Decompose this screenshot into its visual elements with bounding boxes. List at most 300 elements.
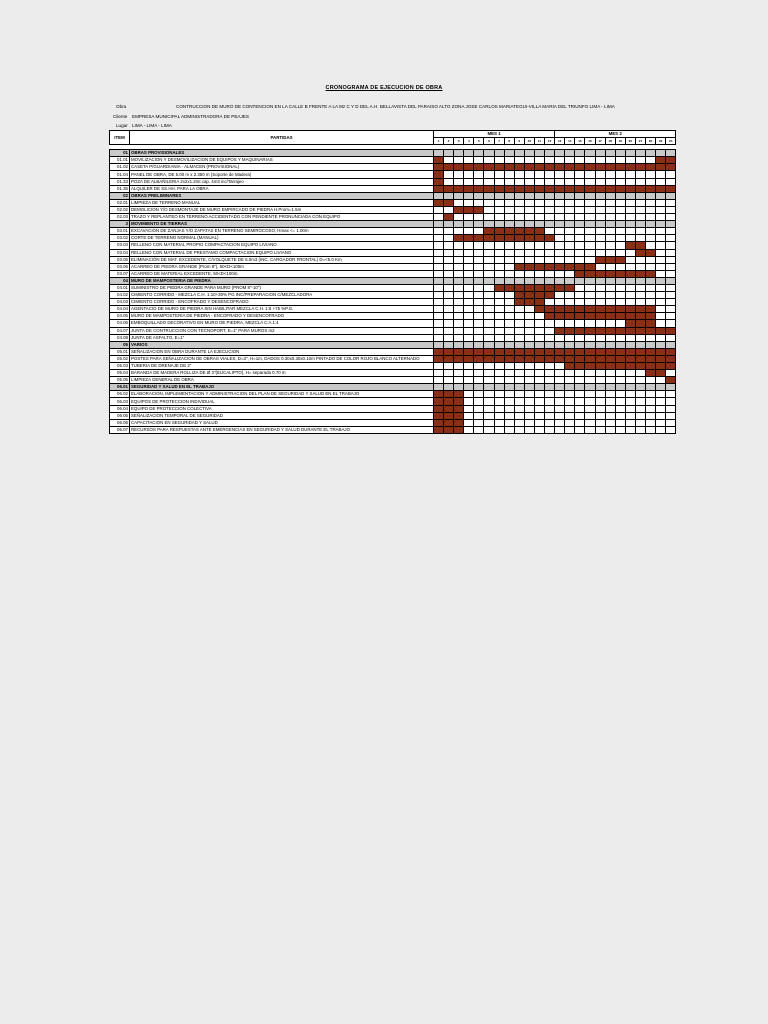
gantt-cell	[595, 263, 605, 270]
gantt-cell	[464, 171, 474, 178]
gantt-cell	[434, 228, 444, 235]
gantt-bar-cell	[585, 263, 595, 270]
gantt-bar-cell	[585, 348, 595, 355]
gantt-cell	[605, 263, 615, 270]
gantt-cell	[645, 419, 655, 426]
gantt-cell	[534, 256, 544, 263]
gantt-bar-cell	[545, 185, 555, 192]
gantt-cell	[666, 242, 676, 249]
gantt-cell	[585, 391, 595, 398]
gantt-cell	[534, 277, 544, 284]
gantt-cell	[444, 235, 454, 242]
gantt-bar-cell	[534, 263, 544, 270]
gantt-cell	[474, 306, 484, 313]
gantt-cell	[585, 419, 595, 426]
gantt-cell	[464, 405, 474, 412]
item-description: OBRAS PRELIMINARES	[130, 192, 434, 199]
gantt-cell	[595, 334, 605, 341]
gantt-bar-cell	[504, 185, 514, 192]
table-row	[110, 206, 676, 213]
gantt-bar-cell	[524, 164, 534, 171]
gantt-cell	[605, 242, 615, 249]
gantt-cell	[645, 284, 655, 291]
gantt-bar-cell	[635, 363, 645, 370]
gantt-cell	[666, 320, 676, 327]
item-code: 01	[110, 150, 130, 157]
gantt-bar-cell	[545, 292, 555, 299]
gantt-cell	[565, 341, 575, 348]
gantt-cell	[635, 412, 645, 419]
gantt-cell	[555, 299, 565, 306]
gantt-cell	[434, 334, 444, 341]
gantt-cell	[534, 192, 544, 199]
gantt-cell	[545, 341, 555, 348]
gantt-cell	[545, 412, 555, 419]
gantt-cell	[484, 206, 494, 213]
gantt-cell	[534, 206, 544, 213]
gantt-cell	[635, 292, 645, 299]
gantt-cell	[635, 199, 645, 206]
gantt-cell	[585, 157, 595, 164]
gantt-bar-cell	[605, 313, 615, 320]
gantt-cell	[605, 249, 615, 256]
gantt-cell	[585, 206, 595, 213]
gantt-cell	[666, 150, 676, 157]
gantt-cell	[534, 370, 544, 377]
gantt-cell	[615, 192, 625, 199]
gantt-cell	[545, 370, 555, 377]
gantt-cell	[464, 377, 474, 384]
gantt-cell	[625, 256, 635, 263]
table-row	[110, 348, 676, 355]
gantt-bar-cell	[534, 235, 544, 242]
gantt-cell	[514, 320, 524, 327]
gantt-cell	[645, 377, 655, 384]
gantt-cell	[595, 370, 605, 377]
gantt-bar-cell	[454, 235, 464, 242]
gantt-cell	[444, 178, 454, 185]
gantt-cell	[474, 292, 484, 299]
table-row	[110, 391, 676, 398]
table-row	[110, 284, 676, 291]
gantt-cell	[625, 178, 635, 185]
gantt-cell	[444, 270, 454, 277]
gantt-bar-cell	[666, 363, 676, 370]
gantt-cell	[454, 370, 464, 377]
gantt-bar-cell	[615, 185, 625, 192]
gantt-cell	[484, 363, 494, 370]
gantt-cell	[575, 199, 585, 206]
gantt-cell	[474, 192, 484, 199]
gantt-bar-cell	[575, 270, 585, 277]
gantt-cell	[434, 270, 444, 277]
gantt-bar-cell	[434, 185, 444, 192]
gantt-cell	[514, 249, 524, 256]
gantt-cell	[454, 171, 464, 178]
cliente-label: Cliente	[113, 114, 128, 119]
gantt-bar-cell	[575, 313, 585, 320]
gantt-bar-cell	[514, 348, 524, 355]
gantt-cell	[444, 363, 454, 370]
gantt-bar-cell	[595, 348, 605, 355]
gantt-bar-cell	[585, 363, 595, 370]
gantt-cell	[454, 256, 464, 263]
gantt-cell	[484, 256, 494, 263]
gantt-cell	[434, 263, 444, 270]
day-header: 17	[595, 138, 605, 145]
gantt-cell	[545, 192, 555, 199]
item-description: EXCAVACION DE ZANJAS Y/O ZAPATAS EN TERRENO SEMIROCOSO, Hmax <= 1.00m	[130, 228, 434, 235]
item-code: 03.02	[110, 235, 130, 242]
gantt-cell	[656, 405, 666, 412]
gantt-bar-cell	[545, 164, 555, 171]
gantt-cell	[615, 419, 625, 426]
gantt-cell	[555, 391, 565, 398]
gantt-cell	[605, 178, 615, 185]
gantt-bar-cell	[434, 412, 444, 419]
gantt-bar-cell	[434, 178, 444, 185]
gantt-cell	[474, 327, 484, 334]
gantt-cell	[565, 384, 575, 391]
gantt-cell	[615, 221, 625, 228]
gantt-cell	[484, 242, 494, 249]
gantt-bar-cell	[434, 199, 444, 206]
gantt-bar-cell	[585, 164, 595, 171]
gantt-bar-cell	[524, 263, 534, 270]
gantt-bar-cell	[534, 306, 544, 313]
gantt-cell	[534, 391, 544, 398]
item-description: MURO DE MAMPOSTERIA DE PIEDRA	[130, 277, 434, 284]
gantt-bar-cell	[615, 270, 625, 277]
gantt-bar-cell	[625, 270, 635, 277]
gantt-cell	[545, 214, 555, 221]
gantt-cell	[464, 263, 474, 270]
gantt-cell	[656, 214, 666, 221]
gantt-cell	[565, 391, 575, 398]
gantt-bar-cell	[514, 292, 524, 299]
gantt-cell	[514, 157, 524, 164]
section-row	[110, 150, 676, 157]
day-header: 20	[625, 138, 635, 145]
gantt-cell	[575, 150, 585, 157]
gantt-cell	[575, 334, 585, 341]
gantt-cell	[514, 242, 524, 249]
gantt-bar-cell	[555, 284, 565, 291]
gantt-bar-cell	[625, 242, 635, 249]
gantt-bar-cell	[565, 263, 575, 270]
gantt-cell	[575, 377, 585, 384]
gantt-cell	[635, 150, 645, 157]
gantt-cell	[666, 384, 676, 391]
day-header: 12	[545, 138, 555, 145]
gantt-bar-cell	[595, 270, 605, 277]
gantt-bar-cell	[615, 355, 625, 362]
gantt-cell	[454, 327, 464, 334]
gantt-cell	[585, 405, 595, 412]
gantt-cell	[575, 214, 585, 221]
gantt-bar-cell	[474, 235, 484, 242]
gantt-bar-cell	[454, 398, 464, 405]
gantt-cell	[534, 320, 544, 327]
item-description: LIMPIEZA GENERAL DE OBRA	[130, 377, 434, 384]
gantt-bar-cell	[565, 185, 575, 192]
gantt-cell	[494, 370, 504, 377]
gantt-cell	[434, 363, 444, 370]
gantt-cell	[555, 178, 565, 185]
gantt-cell	[474, 313, 484, 320]
gantt-bar-cell	[605, 270, 615, 277]
gantt-cell	[484, 306, 494, 313]
gantt-cell	[434, 370, 444, 377]
gantt-cell	[555, 419, 565, 426]
gantt-cell	[555, 206, 565, 213]
gantt-cell	[504, 192, 514, 199]
gantt-cell	[635, 256, 645, 263]
gantt-bar-cell	[524, 185, 534, 192]
day-header: 19	[615, 138, 625, 145]
gantt-cell	[434, 192, 444, 199]
gantt-bar-cell	[595, 185, 605, 192]
gantt-cell	[625, 235, 635, 242]
gantt-cell	[585, 398, 595, 405]
gantt-bar-cell	[444, 185, 454, 192]
gantt-bar-cell	[666, 348, 676, 355]
gantt-bar-cell	[635, 313, 645, 320]
gantt-bar-cell	[585, 306, 595, 313]
gantt-cell	[595, 192, 605, 199]
gantt-bar-cell	[444, 405, 454, 412]
gantt-cell	[524, 405, 534, 412]
gantt-cell	[575, 412, 585, 419]
item-description: SUMINISTRO DE PIEDRA GRANDE PARA MURO (PROM 8"-10")	[130, 284, 434, 291]
gantt-cell	[605, 292, 615, 299]
gantt-cell	[444, 292, 454, 299]
gantt-cell	[575, 419, 585, 426]
gantt-cell	[514, 178, 524, 185]
item-description: CAPACITACION EN SEGURIDAD Y SALUD	[130, 419, 434, 426]
gantt-cell	[645, 221, 655, 228]
item-description: AGENTACIO DE MURO DE PIEDRA SIN HABILITAR MEZCLA C.H. 1:8 +75 %P.G.	[130, 306, 434, 313]
item-description: EQUIPOS DE PROTECCION INDIVIDUAL	[130, 398, 434, 405]
gantt-cell	[464, 426, 474, 433]
gantt-bar-cell	[464, 164, 474, 171]
gantt-cell	[545, 377, 555, 384]
gantt-cell	[615, 292, 625, 299]
item-description: VARIOS	[130, 341, 434, 348]
gantt-cell	[514, 412, 524, 419]
gantt-cell	[524, 192, 534, 199]
gantt-cell	[504, 263, 514, 270]
gantt-cell	[514, 221, 524, 228]
gantt-cell	[615, 299, 625, 306]
gantt-bar-cell	[565, 327, 575, 334]
gantt-cell	[635, 171, 645, 178]
gantt-bar-cell	[504, 235, 514, 242]
gantt-cell	[504, 426, 514, 433]
item-description: MURO DE MAMPOSTERIA DE PIEDRA - ENCOFRADO Y DESENCOFRADO	[130, 313, 434, 320]
gantt-bar-cell	[504, 164, 514, 171]
gantt-cell	[645, 277, 655, 284]
gantt-cell	[474, 391, 484, 398]
item-code: 05.03	[110, 363, 130, 370]
gantt-bar-cell	[464, 185, 474, 192]
gantt-cell	[434, 313, 444, 320]
gantt-cell	[605, 405, 615, 412]
gantt-cell	[524, 426, 534, 433]
item-code: 03.07	[110, 270, 130, 277]
gantt-cell	[434, 384, 444, 391]
gantt-cell	[464, 157, 474, 164]
gantt-cell	[666, 214, 676, 221]
gantt-bar-cell	[615, 327, 625, 334]
gantt-cell	[595, 277, 605, 284]
gantt-cell	[494, 206, 504, 213]
gantt-bar-cell	[565, 164, 575, 171]
gantt-bar-cell	[565, 363, 575, 370]
gantt-bar-cell	[454, 185, 464, 192]
table-row	[110, 235, 676, 242]
gantt-cell	[666, 299, 676, 306]
gantt-cell	[585, 228, 595, 235]
table-row	[110, 164, 676, 171]
gantt-cell	[464, 412, 474, 419]
gantt-cell	[605, 398, 615, 405]
gantt-cell	[474, 249, 484, 256]
gantt-cell	[565, 221, 575, 228]
gantt-cell	[595, 391, 605, 398]
table-row	[110, 320, 676, 327]
gantt-cell	[575, 284, 585, 291]
gantt-cell	[565, 228, 575, 235]
gantt-bar-cell	[565, 348, 575, 355]
gantt-bar-cell	[565, 306, 575, 313]
item-code: 02.02	[110, 206, 130, 213]
table-row	[110, 355, 676, 362]
gantt-bar-cell	[484, 355, 494, 362]
gantt-bar-cell	[454, 412, 464, 419]
gantt-bar-cell	[464, 348, 474, 355]
gantt-cell	[464, 214, 474, 221]
gantt-cell	[625, 419, 635, 426]
gantt-cell	[615, 384, 625, 391]
gantt-bar-cell	[434, 405, 444, 412]
gantt-cell	[434, 235, 444, 242]
gantt-cell	[565, 419, 575, 426]
item-code: 04.06	[110, 320, 130, 327]
gantt-bar-cell	[635, 306, 645, 313]
gantt-cell	[534, 242, 544, 249]
gantt-cell	[504, 206, 514, 213]
gantt-bar-cell	[514, 263, 524, 270]
gantt-cell	[666, 419, 676, 426]
gantt-bar-cell	[454, 355, 464, 362]
gantt-cell	[555, 370, 565, 377]
gantt-cell	[545, 426, 555, 433]
gantt-cell	[504, 277, 514, 284]
gantt-bar-cell	[474, 185, 484, 192]
gantt-bar-cell	[545, 348, 555, 355]
gantt-cell	[645, 398, 655, 405]
gantt-cell	[656, 270, 666, 277]
gantt-cell	[494, 419, 504, 426]
gantt-cell	[454, 341, 464, 348]
gantt-cell	[494, 292, 504, 299]
gantt-cell	[555, 384, 565, 391]
gantt-bar-cell	[514, 299, 524, 306]
gantt-cell	[504, 306, 514, 313]
gantt-cell	[494, 426, 504, 433]
item-description: ALQUILER DE SS.HH. PARA LA OBRA	[130, 185, 434, 192]
gantt-cell	[605, 299, 615, 306]
gantt-cell	[615, 391, 625, 398]
gantt-bar-cell	[504, 355, 514, 362]
gantt-bar-cell	[565, 355, 575, 362]
gantt-cell	[635, 405, 645, 412]
gantt-cell	[494, 214, 504, 221]
item-code: 01.33	[110, 178, 130, 185]
gantt-cell	[656, 391, 666, 398]
gantt-cell	[464, 299, 474, 306]
gantt-cell	[514, 426, 524, 433]
gantt-cell	[625, 192, 635, 199]
gantt-cell	[625, 398, 635, 405]
gantt-cell	[534, 150, 544, 157]
gantt-bar-cell	[585, 185, 595, 192]
gantt-cell	[605, 199, 615, 206]
gantt-cell	[524, 277, 534, 284]
gantt-cell	[565, 398, 575, 405]
gantt-cell	[656, 398, 666, 405]
gantt-cell	[656, 206, 666, 213]
gantt-cell	[484, 214, 494, 221]
gantt-bar-cell	[454, 405, 464, 412]
item-description: EMBOQUILLADO DECORATIVO EN MURO DE PIEDRA, MEZCLA C:A 1:4	[130, 320, 434, 327]
gantt-cell	[464, 178, 474, 185]
table-row	[110, 327, 676, 334]
gantt-cell	[575, 405, 585, 412]
gantt-cell	[514, 341, 524, 348]
gantt-cell	[575, 178, 585, 185]
gantt-cell	[444, 341, 454, 348]
item-code: 02	[110, 192, 130, 199]
month-header: MES 2	[555, 131, 676, 138]
gantt-cell	[484, 377, 494, 384]
gantt-bar-cell	[534, 348, 544, 355]
gantt-cell	[585, 214, 595, 221]
gantt-bar-cell	[645, 249, 655, 256]
gantt-bar-cell	[645, 306, 655, 313]
gantt-cell	[585, 284, 595, 291]
table-row	[110, 214, 676, 221]
gantt-cell	[534, 426, 544, 433]
gantt-bar-cell	[585, 355, 595, 362]
gantt-cell	[484, 277, 494, 284]
gantt-cell	[444, 377, 454, 384]
gantt-cell	[575, 171, 585, 178]
gantt-bar-cell	[474, 348, 484, 355]
gantt-cell	[635, 206, 645, 213]
gantt-cell	[444, 171, 454, 178]
gantt-bar-cell	[545, 306, 555, 313]
gantt-cell	[494, 384, 504, 391]
gantt-cell	[555, 150, 565, 157]
gantt-cell	[585, 277, 595, 284]
gantt-bar-cell	[635, 270, 645, 277]
gantt-cell	[575, 299, 585, 306]
gantt-cell	[484, 192, 494, 199]
gantt-bar-cell	[444, 426, 454, 433]
gantt-bar-cell	[464, 235, 474, 242]
